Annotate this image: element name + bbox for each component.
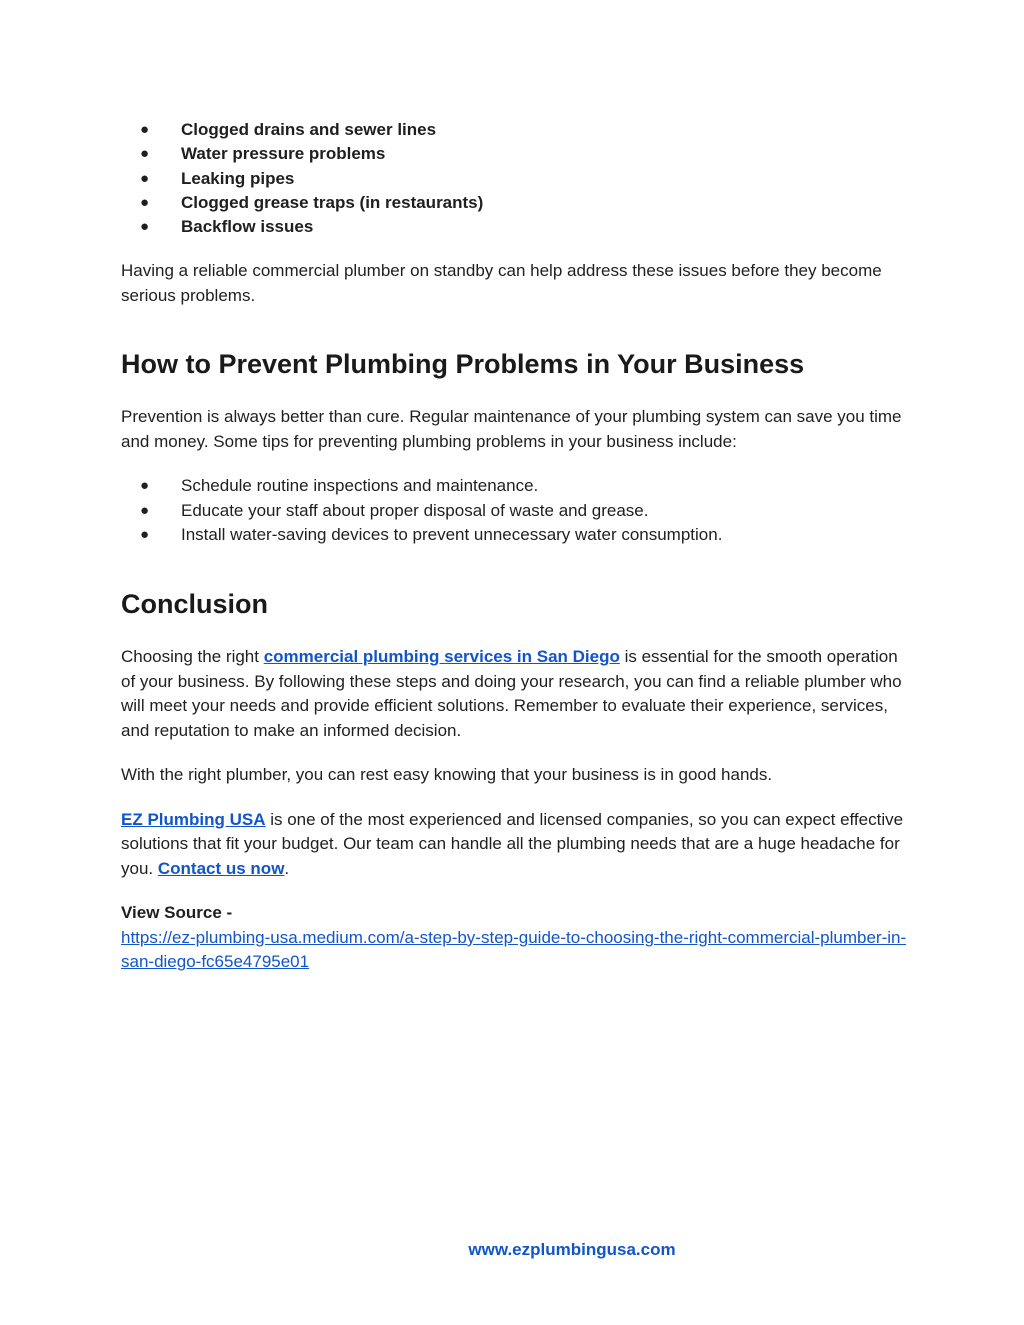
common-issues-list — [121, 118, 911, 239]
ez-plumbing-link[interactable]: EZ Plumbing USA — [121, 809, 266, 829]
footer-website-url[interactable]: www.ezplumbingusa.com — [468, 1240, 676, 1259]
list-item: ● Clogged drains and sewer lines — [121, 118, 911, 142]
list-item: ● Leaking pipes — [121, 167, 911, 191]
list-item: ● Educate your staff about proper disposal of waste and grease. — [121, 499, 911, 523]
right-plumber-paragraph: With the right plumber, you can rest easy knowing that your business is in good hands. — [121, 765, 773, 785]
prevention-paragraph: Prevention is always better than cure. Regular maintenance of your plumbing system can save you time and money. Some tips for preventing plumbing problems in your business include: — [121, 407, 902, 451]
choosing-paragraph: Choosing the right commercial plumbing services in San Diego is essential for the smooth operation of your business. By following these steps and doing your research, you can find a reliable plumber who will meet your needs and provide efficient solutions. Remember to evaluate their experience, services, and reputation to make an informed decision. — [121, 647, 902, 740]
prevent-heading: How to Prevent Plumbing Problems in Your Business — [121, 349, 805, 380]
list-item: ● Backflow issues — [121, 215, 911, 239]
bullet-icon: ● — [140, 145, 150, 163]
bullet-icon: ● — [140, 526, 150, 544]
source-url-link[interactable]: https://ez-plumbing-usa.medium.com/a-step-by-step-guide-to-choosing-the-right-commercial-plumber-in-san-diego-fc65e4795e01 — [121, 927, 907, 972]
bullet-icon: ● — [140, 477, 150, 495]
bullet-icon: ● — [140, 501, 150, 519]
commercial-plumbing-link[interactable]: commercial plumbing services in San Diego — [263, 647, 620, 667]
bullet-icon: ● — [140, 218, 150, 236]
list-item: ● Water pressure problems — [121, 142, 911, 166]
contact-us-link[interactable]: Contact us now — [157, 858, 285, 878]
ez-plumbing-paragraph: EZ Plumbing USA is one of the most experienced and licensed companies, so you can expect effective solutions that fit your budget. Our team can handle all the plumbing needs that are a huge headache for you. Contact us now. — [121, 809, 904, 878]
list-item: ● Clogged grease traps (in restaurants) — [121, 191, 911, 215]
document-page — [121, 118, 911, 975]
view-source-block — [121, 901, 911, 975]
bullet-icon: ● — [140, 121, 150, 138]
view-source-label: View Source - — [121, 903, 233, 923]
list-item: ● Schedule routine inspections and maintenance. — [121, 474, 911, 498]
prevention-tips-list — [121, 474, 911, 547]
list-item: ● Install water-saving devices to prevent unnecessary water consumption. — [121, 523, 911, 547]
standby-paragraph: Having a reliable commercial plumber on standby can help address these issues before they become serious problems. — [121, 261, 882, 305]
bullet-icon: ● — [140, 193, 150, 211]
bullet-icon: ● — [140, 169, 150, 187]
conclusion-heading: Conclusion — [121, 589, 268, 620]
